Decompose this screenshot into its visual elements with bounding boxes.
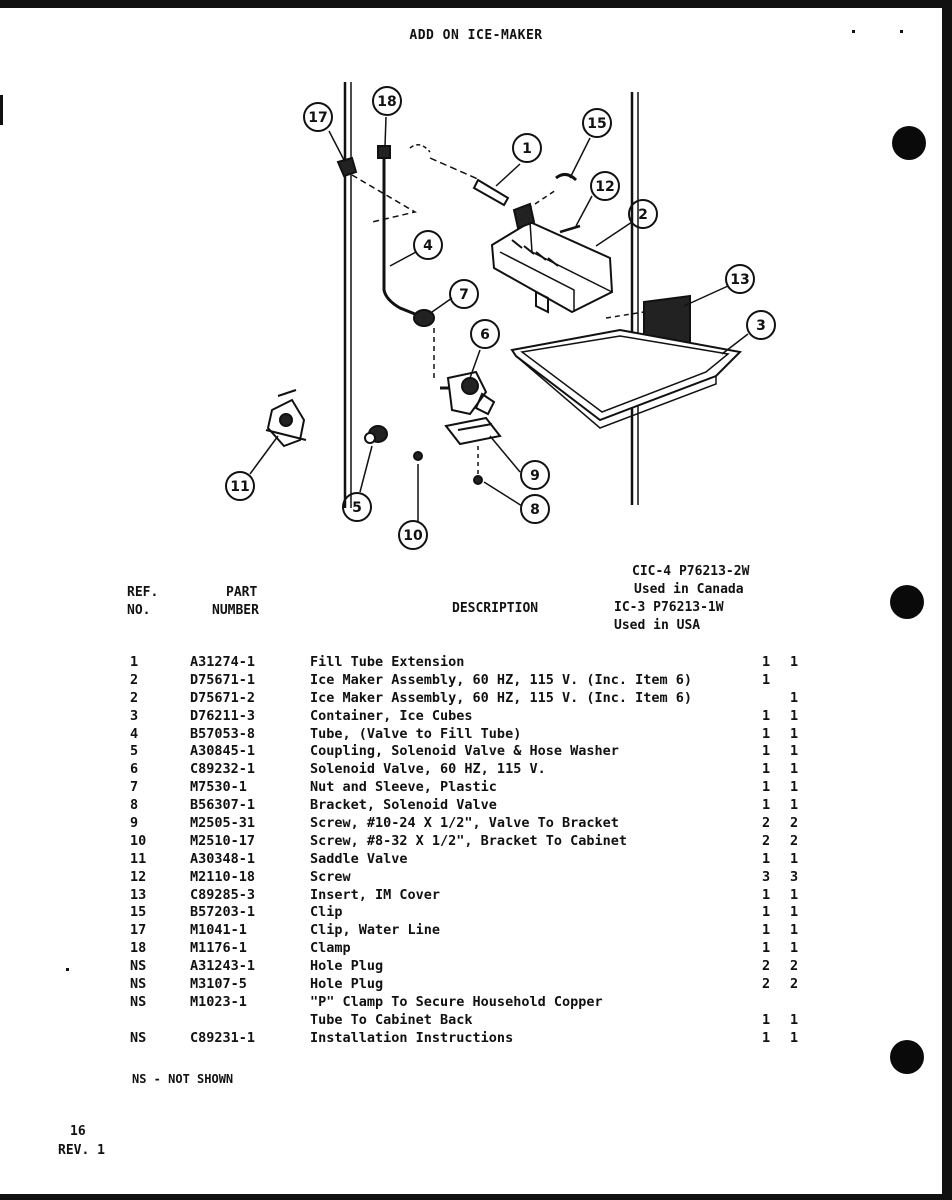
screw-part-10 [414,452,422,460]
qty-ic3: 1 [790,654,799,670]
table-row [130,761,830,779]
qty-cic4: 2 [762,976,771,993]
callout-15-label: 15 [587,116,607,132]
page-title: ADD ON ICE-MAKER [409,28,543,43]
callout-2-label: 2 [638,207,648,223]
qty-ic3: 1 [790,1029,799,1046]
ref-no: NS [130,993,147,1010]
callout-6-label: 6 [480,327,490,343]
description: Solenoid Valve, 60 HZ, 115 V. [310,761,546,778]
ref-no: 17 [130,922,147,939]
qty-ic3: 1 [790,850,799,867]
header-part-line-2: NUMBER [212,603,259,618]
description: Clip [310,904,343,921]
qty-cic4: 1 [762,922,771,939]
fill-tube-part-1 [410,145,508,205]
header-description: DESCRIPTION [452,601,539,616]
table-row [130,779,830,797]
ice-cube-container-part-3 [512,330,740,428]
footnote-not-shown: NS - NOT SHOWN [132,1072,234,1086]
scan-speck [66,968,69,971]
solenoid-bracket-part-8 [446,418,500,444]
qty-cic4: 3 [762,868,771,885]
part-number: M1176-1 [190,940,247,957]
qty-cic4: 1 [762,671,771,688]
table-row [130,743,830,761]
part-number: C89231-1 [190,1029,256,1046]
callout-9-label: 9 [530,468,540,484]
revision: REV. 1 [58,1143,105,1158]
table-row [130,851,830,869]
qty-cic4: 1 [762,743,771,760]
qty-ic3: 1 [790,1011,799,1028]
ref-no: 18 [130,940,147,957]
description: Container, Ice Cubes [310,707,473,724]
callout-12 [591,172,619,200]
qty-cic4: 1 [762,725,771,742]
qty-cic4: 1 [762,1011,771,1028]
header-part-line-1: PART [226,585,258,600]
description: Installation Instructions [310,1029,514,1046]
callout-17-label: 17 [308,110,328,126]
part-number: B57053-8 [190,725,256,742]
qty-ic3: 1 [790,707,799,724]
callout-10 [399,521,427,549]
qty-ic3: 1 [790,886,799,903]
callout-13-label: 13 [730,272,750,288]
description: Nut and Sleeve, Plastic [310,779,497,796]
qty-ic3: 1 [790,689,799,706]
cabinet-wall-left [345,82,351,508]
ref-no: 11 [130,850,147,867]
callout-6 [471,320,499,348]
table-row [130,958,830,976]
qty-cic4: 1 [762,850,771,867]
callout-7 [450,280,478,308]
parts-list [130,654,830,1048]
part-number: M1023-1 [190,993,247,1010]
water-tube-part-4 [384,158,420,316]
table-row [130,708,830,726]
part-number: A30845-1 [190,743,256,760]
table-row [130,726,830,744]
qty-ic3: 2 [790,832,799,849]
ref-no: NS [130,976,147,993]
description: Coupling, Solenoid Valve & Hose Washer [310,743,619,760]
callout-4 [414,231,442,259]
header-model-cic4 [632,563,749,599]
table-row [130,833,830,851]
qty-cic4: 2 [762,815,771,832]
qty-ic3: 1 [790,904,799,921]
exploded-parts-diagram [210,75,810,565]
ref-no: 7 [130,779,139,796]
qty-cic4: 1 [762,886,771,903]
header-model-cic4-line-1: CIC-4 P76213-2W [632,564,750,579]
ref-no: 3 [130,707,139,724]
callout-8 [521,495,549,523]
qty-ic3: 1 [790,743,799,760]
part-number: B57203-1 [190,904,256,921]
ref-no: 12 [130,868,147,885]
callout-7-label: 7 [459,287,469,303]
callout-3-label: 3 [756,318,766,334]
ref-no: 5 [130,743,139,760]
ref-no: 9 [130,815,139,832]
callout-10-label: 10 [403,528,423,544]
table-row [130,994,830,1012]
callout-17 [304,103,332,131]
table-row [130,922,830,940]
scan-border-right [942,0,952,1200]
qty-cic4: 1 [762,904,771,921]
header-model-ic3-line-1: IC-3 P76213-1W [614,600,724,615]
header-model-ic3 [614,599,724,635]
description: Hole Plug [310,976,384,993]
description: Fill Tube Extension [310,654,465,670]
callout-1-label: 1 [522,141,532,157]
callout-5-label: 5 [352,500,362,516]
table-row [130,869,830,887]
page-number-block [58,1122,105,1160]
qty-ic3: 1 [790,779,799,796]
callout-5 [343,493,371,521]
callout-18 [373,87,401,115]
page-number: 16 [70,1124,86,1139]
callout-4-label: 4 [423,238,433,254]
description: Screw [310,868,351,885]
ref-no: 2 [130,689,139,706]
cabinet-wall-right [632,92,638,505]
description: Ice Maker Assembly, 60 HZ, 115 V. (Inc. Item 6) [310,671,693,688]
description: Tube, (Valve to Fill Tube) [310,725,522,742]
qty-ic3: 1 [790,725,799,742]
binder-hole [890,1040,924,1074]
part-number: C89232-1 [190,761,256,778]
ref-no: 1 [130,654,139,670]
description: Bracket, Solenoid Valve [310,797,497,814]
nut-sleeve-part-7 [414,310,434,326]
table-row [130,940,830,958]
qty-cic4: 1 [762,707,771,724]
qty-ic3: 2 [790,958,799,975]
part-number: M7530-1 [190,779,247,796]
part-number: M2505-31 [190,815,256,832]
description: Clip, Water Line [310,922,441,939]
ref-no: 6 [130,761,139,778]
ref-no: NS [130,958,147,975]
qty-ic3: 2 [790,976,799,993]
table-row [130,904,830,922]
ref-no: 15 [130,904,147,921]
table-row [130,690,830,708]
part-number: D75671-2 [190,689,256,706]
qty-cic4: 1 [762,940,771,957]
header-ref-line-2: NO. [127,603,151,618]
callout-9 [521,461,549,489]
part-number: M2510-17 [190,832,256,849]
description: "P" Clamp To Secure Household Copper [310,993,603,1010]
header-model-cic4-line-2: Used in Canada [634,582,744,597]
callout-18-label: 18 [377,94,397,110]
clamp-part-18 [378,146,390,158]
header-part-number [212,584,259,620]
water-line-clip-part-17 [338,158,415,222]
qty-cic4: 1 [762,779,771,796]
qty-ic3: 1 [790,797,799,814]
header-ref-no [127,584,158,620]
qty-ic3: 1 [790,940,799,957]
ref-no: 10 [130,832,147,849]
part-number: M2110-18 [190,868,256,885]
table-row [130,1030,830,1048]
table-row [130,672,830,690]
table-row [130,815,830,833]
callout-13 [726,265,754,293]
qty-ic3: 1 [790,761,799,778]
part-number: M1041-1 [190,922,247,939]
callout-11 [226,472,254,500]
coupling-part-5 [365,426,387,443]
table-row [130,976,830,994]
table-row [130,797,830,815]
qty-ic3: 2 [790,815,799,832]
header-model-ic3-line-2: Used in USA [614,618,701,633]
part-number: D75671-1 [190,671,256,688]
part-number: C89285-3 [190,886,256,903]
description: Screw, #10-24 X 1/2", Valve To Bracket [310,815,619,832]
qty-cic4: 1 [762,761,771,778]
ref-no: 8 [130,797,139,814]
binder-hole [892,126,926,160]
callout-1 [513,134,541,162]
part-number: A31274-1 [190,654,256,670]
qty-cic4: 1 [762,654,771,670]
ref-no: NS [130,1029,147,1046]
qty-cic4: 2 [762,832,771,849]
scan-border-top [0,0,952,8]
qty-cic4: 2 [762,958,771,975]
table-row [130,654,830,672]
part-number: M3107-5 [190,976,247,993]
qty-cic4: 1 [762,797,771,814]
part-number: D76211-3 [190,707,256,724]
description: Insert, IM Cover [310,886,441,903]
scan-border-mark [0,95,3,125]
ref-no: 4 [130,725,139,742]
description: Clamp [310,940,351,957]
table-row-continuation [130,1012,830,1030]
callout-12-label: 12 [595,179,615,195]
scan-border-bottom [0,1194,952,1200]
part-number: A30348-1 [190,850,256,867]
description: Tube To Cabinet Back [310,1011,473,1028]
ice-maker-assembly-part-2 [492,204,612,312]
qty-cic4: 1 [762,1029,771,1046]
description: Ice Maker Assembly, 60 HZ, 115 V. (Inc. Item 6) [310,689,693,706]
callout-3 [747,311,775,339]
callout-8-label: 8 [530,502,540,518]
screw-part-9 [474,446,482,484]
saddle-valve-part-11 [266,390,306,446]
binder-hole [890,585,924,619]
callout-11-label: 11 [230,479,250,495]
table-row [130,887,830,905]
qty-ic3: 1 [790,922,799,939]
ref-no: 13 [130,886,147,903]
part-number: B56307-1 [190,797,256,814]
part-number: A31243-1 [190,958,256,975]
header-ref-line-1: REF. [127,585,159,600]
qty-ic3: 3 [790,868,799,885]
description: Saddle Valve [310,850,408,867]
ref-no: 2 [130,671,139,688]
callouts [226,87,775,549]
description: Hole Plug [310,958,384,975]
description: Screw, #8-32 X 1/2", Bracket To Cabinet [310,832,627,849]
callout-15 [583,109,611,137]
